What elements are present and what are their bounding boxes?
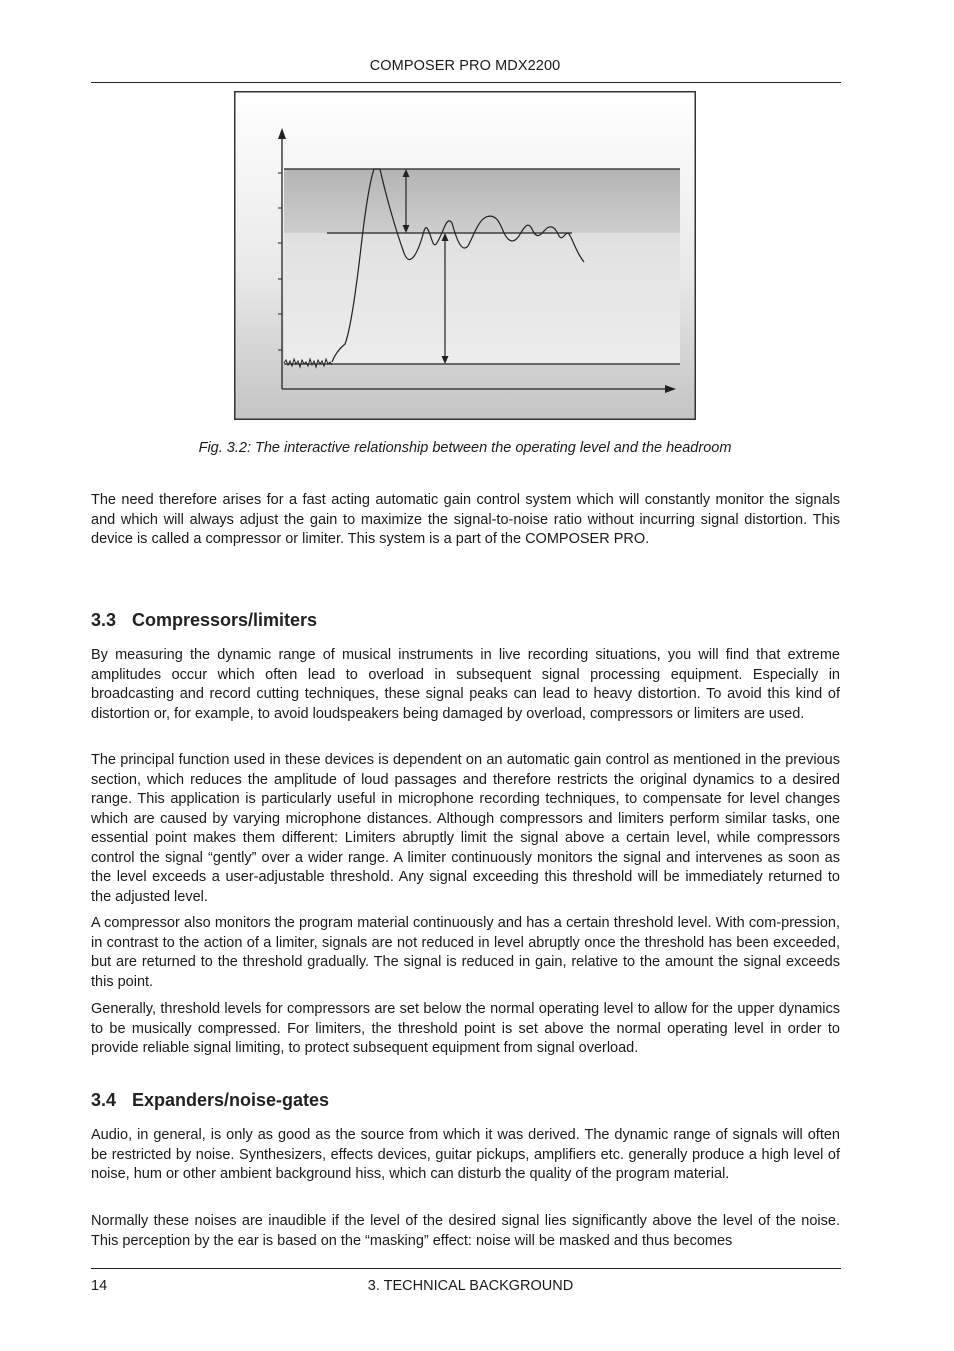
section-3-3-paragraph-4: Generally, threshold levels for compressors are set below the normal operating level to allow for the upper dynamics to be musically compressed. For limiters, the threshold point is set above the normal operating level in order to provide reliable signal limiting, to protect subsequent equipment from signal overload. <box>91 1001 840 1056</box>
section-3-3-paragraph-1: By measuring the dynamic range of musical instruments in live recording situations, you will find that extreme amplitudes occur which often lead to overload in subsequent signal processing equipment. Especially in broadcasting and record cutting techniques, these signal peaks can lead to heavy distortion. To avoid this kind of distortion or, for example, to avoid loudspeakers being damaged by overload, compressors or limiters are used. <box>91 647 840 722</box>
section-3-3-heading <box>91 610 317 631</box>
section-3-4-paragraph-1: Audio, in general, is only as good as the source from which it was derived. The dynamic range of signals will often be restricted by noise. Synthesizers, effects devices, guitar pickups, amplifiers etc. generally produce a high level of noise, hum or other ambient background hiss, which can disturb the quality of the program material. <box>91 1127 840 1182</box>
section-3-4-heading <box>91 1090 329 1111</box>
footer-rule <box>91 1268 841 1269</box>
section-title: Expanders/noise-gates <box>132 1090 330 1110</box>
section-number: 3.3 <box>91 610 117 630</box>
operating-band <box>284 233 680 364</box>
section-3-4-paragraph-2: Normally these noises are inaudible if the level of the desired signal lies significantly above the level of the noise. This perception by the ear is based on the “masking” effect: noise will be masked and thus becomes <box>91 1213 840 1249</box>
section-title: Compressors/limiters <box>132 610 318 630</box>
section-number: 3.4 <box>91 1090 117 1110</box>
chapter-title: 3. TECHNICAL BACKGROUND <box>367 1278 574 1294</box>
page-number: 14 <box>91 1278 108 1294</box>
section-3-3-paragraph-2: The principal function used in these devices is dependent on an automatic gain control as mentioned in the previous section, which reduces the amplitude of loud passages and therefore restricts the original dynamics to a desired range. This application is particularly useful in microphone recording techniques, to compensate for level changes which are caused by varying microphone distances. Although compressors and limiters perform similar tasks, one essential point makes them different: Limiters abruptly limit the signal above a certain level, while compressors control the signal “gently” over a wider range. A limiter continuously monitors the signal and intervenes as soon as the level exceeds a user-adjustable threshold. Any signal exceeding this threshold will be immediately returned to the adjusted level. <box>91 752 840 905</box>
running-header-title: COMPOSER PRO MDX2200 <box>369 58 561 74</box>
figure-caption: Fig. 3.2: The interactive relationship between the operating level and the headroom <box>198 440 732 456</box>
section-3-3-paragraph-3: A compressor also monitors the program material continuously and has a certain threshold level. With com-pression, in contrast to the action of a limiter, signals are not reduced in level abruptly once the threshold has been exceeded, but are returned to the threshold gradually. The signal is reduced in gain, relative to the amount the signal exceeds this point. <box>91 915 840 990</box>
header-rule <box>91 82 841 83</box>
intro-paragraph: The need therefore arises for a fast acting automatic gain control system which will constantly monitor the signals and which will always adjust the gain to maximize the signal-to-noise ratio without incurring signal distortion. This device is called a compressor or limiter. This system is a part of the COMPOSER PRO. <box>91 492 840 547</box>
headroom-figure <box>234 91 696 420</box>
